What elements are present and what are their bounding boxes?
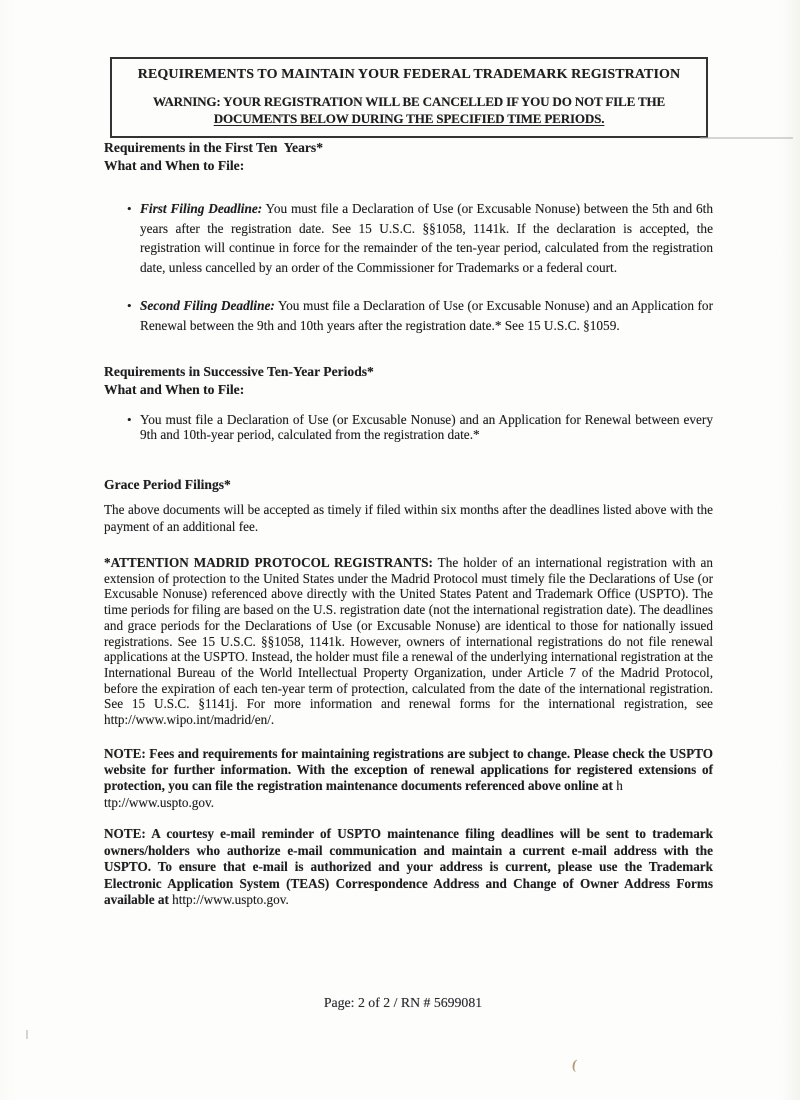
section-first-ten-years-heading <box>104 139 713 174</box>
bullet-first-filing-deadline <box>104 199 713 277</box>
bullet-label: Second Filing Deadline: <box>140 298 275 314</box>
note-email-reminder <box>104 826 713 909</box>
note-online-filing-text: NOTE: Fees and requirements for maintaining registrations are subject to change. Please check the USPTO website for further information. With the exception of renewal applications for registered extensions of protection, you can file the registration maintenance documents referenced above online at <box>104 746 713 794</box>
section-subheading: What and When to File: <box>104 157 245 173</box>
madrid-protocol-paragraph <box>104 555 713 728</box>
bullet-text: You must file a Declaration of Use (or Excusable Nonuse) and an Application for Renewal between every 9th and 10th-year period, calculated from the registration date.* <box>140 412 713 443</box>
madrid-protocol-body: The holder of an international registration with an extension of protection to the United States under the Madrid Protocol must timely file the Declarations of Use (or Excusable Nonuse) referenced above directly with the United States Patent and Trademark Office (USPTO). The time periods for filing are based on the U.S. registration date (not the international registration date). The deadlines and grace periods for the Declarations of Use (or Excusable Nonuse) are identical to those for nationally issued registrations. See 15 U.S.C. §§1058, 1141k. However, owners of international registrations do not file renewal applications at the USPTO. Instead, the holder must file a renewal of the underlying international registration at the International Bureau of the World Intellectual Property Organization, under Article 7 of the Madrid Protocol, before the expiration of each ten-year term of protection, calculated from the date of the international registration. See 15 U.S.C. §1141j. For more information and renewal forms for the international registration, see http://www.wipo.int/madrid/en/. <box>104 555 713 728</box>
section-successive-heading <box>104 363 713 398</box>
uspto-url: http://www.uspto.gov. <box>172 892 289 908</box>
scan-artifact-stroke <box>26 1030 28 1039</box>
warning-line-2: DOCUMENTS BELOW DURING THE SPECIFIED TIME PERIODS. <box>213 111 605 126</box>
document-title: REQUIREMENTS TO MAINTAIN YOUR FEDERAL TRADEMARK REGISTRATION <box>137 67 681 82</box>
bullet-successive-renewal <box>104 412 713 442</box>
successive-bullets <box>104 412 713 442</box>
madrid-protocol-lead: *ATTENTION MADRID PROTOCOL REGISTRANTS: <box>104 555 433 570</box>
page-footer: Page: 2 of 2 / RN # 5699081 <box>323 995 483 1010</box>
warning-line-1: WARNING: YOUR REGISTRATION WILL BE CANCELLED IF YOU DO NOT FILE THE <box>152 94 666 109</box>
section-subheading: What and When to File: <box>104 381 245 397</box>
bullet-text: You must file a Declaration of Use (or Excusable Nonuse) between the 5th and 6th years after the registration date. See 15 U.S.C. §§1058, 1141k. If the declaration is accepted, the registration will continue in force for the remainder of the ten-year period, calculated from the registration date, unless cancelled by an order of the Commissioner for Trademarks or a federal court. <box>140 201 713 275</box>
bullet-second-filing-deadline <box>104 296 713 335</box>
note-email-reminder-text: NOTE: A courtesy e-mail reminder of USPTO maintenance filing deadlines will be sent to trademark owners/holders who authorize e-mail communication and maintain a current e-mail address with the USPTO. To ensure that e-mail is authorized and your address is current, please use the Trademark Electronic Application System (TEAS) Correspondence Address and Change of Owner Address Forms available at <box>104 826 713 908</box>
uspto-url-prefix: h <box>616 778 623 794</box>
section-heading: Requirements in the First Ten Years* <box>104 140 324 155</box>
grace-period-paragraph: The above documents will be accepted as timely if filed within six months after the deadlines listed above with the payment of an additional fee. <box>104 502 713 534</box>
note-online-filing <box>104 746 713 811</box>
first-ten-years-bullets <box>104 199 713 336</box>
scan-artifact-line <box>700 137 793 139</box>
uspto-url: ttp://www.uspto.gov. <box>104 794 215 810</box>
grace-period-heading: Grace Period Filings* <box>104 477 231 492</box>
header-warning-box <box>110 57 708 138</box>
bullet-text: You must file a Declaration of Use (or Excusable Nonuse) and an Application for Renewal between the 9th and 10th years after the registration date.* See 15 U.S.C. §1059. <box>140 298 713 333</box>
bullet-label: First Filing Deadline: <box>140 201 263 216</box>
scan-artifact-curl-mark: ( <box>571 1057 578 1074</box>
section-heading: Requirements in Successive Ten-Year Periods* <box>104 364 374 379</box>
